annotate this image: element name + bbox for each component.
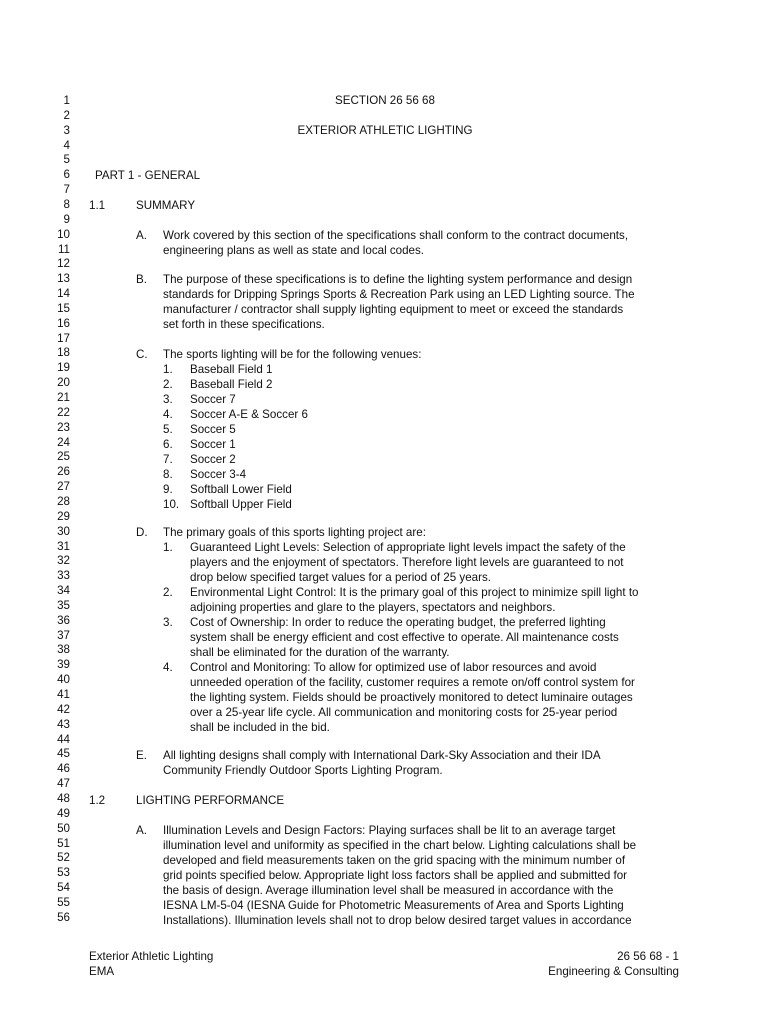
paragraph-line: Installations). Illumination levels shall not to drop below desired target values in accordance bbox=[163, 914, 632, 927]
line-number: 9 bbox=[63, 212, 70, 226]
section-name: EXTERIOR ATHLETIC LIGHTING bbox=[297, 124, 473, 137]
line-number: 16 bbox=[57, 316, 70, 330]
goal-line: the lighting system. Fields should be proactively monitored to detect luminaire outages bbox=[190, 691, 633, 704]
line-number: 46 bbox=[57, 762, 70, 776]
footer-firm-abbrev: EMA bbox=[89, 965, 115, 978]
line-number: 22 bbox=[57, 405, 70, 419]
line-number: 54 bbox=[57, 881, 70, 895]
line-number: 56 bbox=[57, 910, 70, 924]
line-number: 43 bbox=[57, 717, 70, 731]
line-number: 37 bbox=[57, 628, 70, 642]
item-c-intro: The sports lighting will be for the following venues: bbox=[163, 348, 422, 361]
line-number: 10 bbox=[57, 227, 70, 241]
item-letter: B. bbox=[136, 273, 147, 286]
line-number: 12 bbox=[57, 257, 70, 271]
line-number: 31 bbox=[57, 539, 70, 553]
goal-line: Control and Monitoring: To allow for optimized use of labor resources and avoid bbox=[190, 661, 597, 674]
line-number: 48 bbox=[57, 791, 70, 805]
line-number: 1 bbox=[63, 94, 70, 107]
item-letter: D. bbox=[136, 526, 148, 539]
venue-number: 4. bbox=[163, 408, 173, 421]
item-a-line: engineering plans as well as state and local codes. bbox=[163, 244, 425, 257]
section-number: 1.1 bbox=[89, 199, 106, 212]
line-number: 13 bbox=[57, 272, 70, 286]
venue-name: Soccer 1 bbox=[190, 438, 236, 451]
paragraph-line: Illumination Levels and Design Factors: Playing surfaces shall be lit to an average target bbox=[163, 824, 616, 837]
venue-number: 1. bbox=[163, 363, 173, 376]
line-number: 32 bbox=[57, 554, 70, 568]
item-d-intro: The primary goals of this sports lighting project are: bbox=[163, 526, 426, 539]
venue-name: Soccer 2 bbox=[190, 453, 236, 466]
paragraph-line: the basis of design. Average illumination level shall be measured in accordance with the bbox=[163, 884, 614, 897]
footer-doc-title: Exterior Athletic Lighting bbox=[89, 950, 214, 963]
goal-number: 3. bbox=[163, 616, 173, 629]
goal-line: players and the enjoyment of spectators. Therefore light levels are guaranteed to not bbox=[190, 556, 624, 569]
line-number: 11 bbox=[57, 242, 70, 256]
goal-line: adjoining properties and glare to the players, spectators and neighbors. bbox=[190, 601, 556, 614]
goal-line: Guaranteed Light Levels: Selection of appropriate light levels impact the safety of the bbox=[190, 541, 626, 554]
line-number: 28 bbox=[57, 494, 70, 508]
paragraph-line: developed and field measurements taken on the grid spacing with the minimum number of bbox=[163, 854, 626, 867]
venue-number: 7. bbox=[163, 453, 173, 466]
line-number: 53 bbox=[57, 866, 70, 880]
line-number: 33 bbox=[57, 569, 70, 583]
item-e-line: All lighting designs shall comply with International Dark-Sky Association and their IDA bbox=[163, 749, 601, 762]
goal-line: drop below specified target values for a period of 25 years. bbox=[190, 571, 491, 584]
venue-name: Soccer 3-4 bbox=[190, 468, 247, 481]
line-number: 15 bbox=[57, 301, 70, 315]
line-number: 41 bbox=[57, 688, 70, 701]
line-number: 34 bbox=[57, 584, 70, 598]
goal-line: Environmental Light Control: It is the primary goal of this project to minimize spill light to bbox=[190, 586, 639, 599]
line-number: 38 bbox=[57, 643, 70, 657]
venue-number: 9. bbox=[163, 483, 173, 496]
section-heading: SUMMARY bbox=[136, 199, 196, 212]
footer-page-number: 26 56 68 - 1 bbox=[617, 950, 679, 963]
line-number: 3 bbox=[63, 123, 70, 137]
line-number: 17 bbox=[57, 331, 70, 345]
line-number: 2 bbox=[63, 108, 70, 122]
line-number: 47 bbox=[57, 777, 70, 791]
item-a-line: Work covered by this section of the specifications shall conform to the contract documents, bbox=[163, 229, 629, 242]
line-number: 52 bbox=[57, 851, 70, 865]
venue-name: Soccer 5 bbox=[190, 423, 236, 436]
line-number: 30 bbox=[57, 524, 70, 538]
venue-name: Baseball Field 1 bbox=[190, 363, 273, 376]
line-number: 35 bbox=[57, 598, 70, 612]
line-number: 19 bbox=[57, 361, 70, 375]
venue-number: 6. bbox=[163, 438, 173, 451]
goal-line: shall be included in the bid. bbox=[190, 721, 330, 734]
line-number: 55 bbox=[57, 895, 70, 909]
venue-name: Softball Lower Field bbox=[190, 483, 292, 496]
line-number: 26 bbox=[57, 465, 70, 479]
line-number: 45 bbox=[57, 747, 70, 761]
section-number: 1.2 bbox=[89, 794, 106, 807]
item-letter: A. bbox=[136, 229, 147, 242]
goal-number: 2. bbox=[163, 586, 173, 599]
item-b-line: manufacturer / contractor shall supply lighting equipment to meet or exceed the standards bbox=[163, 303, 624, 316]
item-letter: C. bbox=[136, 348, 148, 361]
venue-number: 8. bbox=[163, 468, 173, 481]
item-e-line: Community Friendly Outdoor Sports Lighting Program. bbox=[163, 764, 443, 777]
line-number: 7 bbox=[63, 183, 70, 197]
item-b-line: set forth in these specifications. bbox=[163, 318, 325, 331]
line-number: 21 bbox=[57, 391, 70, 404]
item-b-line: standards for Dripping Springs Sports & Recreation Park using an LED Lighting source. The bbox=[163, 288, 635, 301]
venue-number: 10. bbox=[163, 498, 180, 511]
line-number: 14 bbox=[57, 287, 70, 301]
item-b-line: The purpose of these specifications is to define the lighting system performance and design bbox=[163, 273, 633, 286]
line-number: 20 bbox=[57, 376, 70, 390]
line-number: 18 bbox=[57, 346, 70, 360]
paragraph-line: IESNA LM-5-04 (IESNA Guide for Photometric Measurements of Area and Sports Lighting bbox=[163, 899, 624, 912]
line-number: 42 bbox=[57, 702, 70, 716]
line-number: 36 bbox=[57, 613, 70, 627]
goal-number: 4. bbox=[163, 661, 173, 674]
venue-name: Soccer 7 bbox=[190, 393, 236, 406]
section-heading: LIGHTING PERFORMANCE bbox=[136, 794, 285, 807]
venue-number: 5. bbox=[163, 423, 173, 436]
line-number: 4 bbox=[63, 138, 70, 152]
goal-line: Cost of Ownership: In order to reduce the operating budget, the preferred lighting bbox=[190, 616, 606, 629]
line-number: 5 bbox=[63, 153, 70, 167]
line-number: 39 bbox=[57, 658, 70, 672]
venue-number: 2. bbox=[163, 378, 173, 391]
line-number: 6 bbox=[63, 168, 70, 182]
line-number: 25 bbox=[57, 450, 70, 464]
section-title: SECTION 26 56 68 bbox=[335, 94, 435, 107]
line-number: 40 bbox=[57, 673, 70, 687]
item-letter: E. bbox=[136, 749, 147, 762]
paragraph-line: illumination level and uniformity as specified in the chart below. Lighting calculations shall be bbox=[163, 839, 637, 852]
line-number: 50 bbox=[57, 821, 70, 835]
venue-name: Baseball Field 2 bbox=[190, 378, 273, 391]
line-number: 8 bbox=[63, 197, 70, 211]
part-heading: PART 1 - GENERAL bbox=[95, 169, 201, 182]
venue-name: Softball Upper Field bbox=[190, 498, 292, 511]
goal-line: over a 25-year life cycle. All communication and monitoring costs for 25-year period bbox=[190, 706, 618, 719]
goal-line: system shall be energy efficient and cost effective to operate. All maintenance costs bbox=[190, 631, 619, 644]
line-number: 27 bbox=[57, 480, 70, 494]
item-letter: A. bbox=[136, 824, 147, 837]
goal-line: shall be eliminated for the duration of the warranty. bbox=[190, 646, 450, 659]
paragraph-line: grid points specified below. Appropriate light loss factors shall be applied and submitted for bbox=[163, 869, 628, 882]
line-number: 49 bbox=[57, 806, 70, 820]
line-number: 29 bbox=[57, 509, 70, 523]
venue-name: Soccer A-E & Soccer 6 bbox=[190, 408, 308, 421]
footer-firm-name: Engineering & Consulting bbox=[548, 965, 679, 978]
venue-number: 3. bbox=[163, 393, 173, 406]
goal-number: 1. bbox=[163, 541, 173, 554]
goal-line: unneeded operation of the facility, customer requires a remote on/off control system for bbox=[190, 676, 635, 689]
line-number: 51 bbox=[57, 836, 70, 850]
line-number: 44 bbox=[57, 732, 70, 746]
line-number: 24 bbox=[57, 435, 70, 449]
line-number: 23 bbox=[57, 420, 70, 434]
